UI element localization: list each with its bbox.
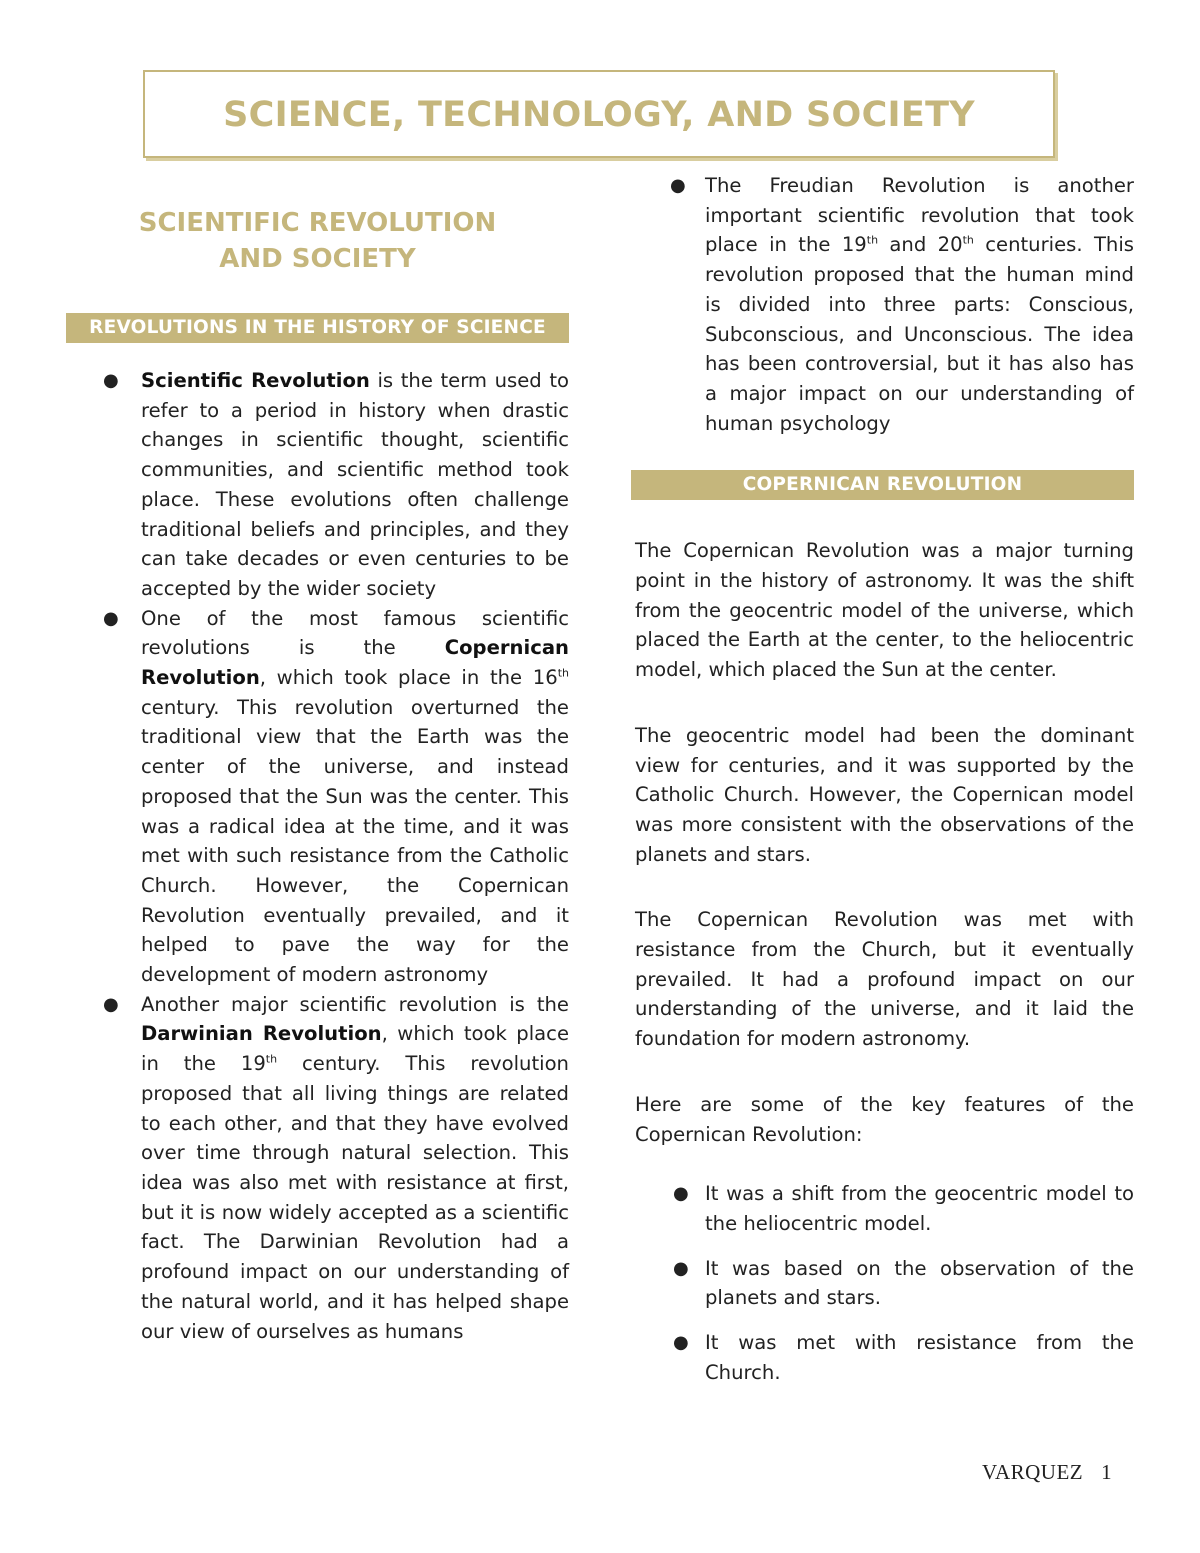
bullet-dot-icon: ● <box>670 175 686 196</box>
bullet-dot-icon: ● <box>673 1257 689 1279</box>
list-item-copernican <box>66 604 569 990</box>
section-banner-revolutions: REVOLUTIONS IN THE HISTORY OF SCIENCE <box>66 313 569 343</box>
right-column <box>631 171 1134 1403</box>
list-item-freudian <box>631 171 1134 438</box>
paragraph: The geocentric model had been the dominant view for centuries, and it was supported by the Catholic Church. However, the Copernican model was more consistent with the observations of the planets and stars. <box>635 723 1134 866</box>
bullet-dot-icon: ● <box>103 993 119 1015</box>
list-item-text: is the term used to refer to a period in history when drastic changes in scientific thought, scientific communities, and scientific method took place. These evolutions often challenge traditional beliefs and principles, and they can take decades or even centuries to be accepted by the wider society <box>141 369 569 600</box>
list-item-text: , which took place in the 19 <box>141 1022 569 1076</box>
ordinal-suffix: th <box>866 233 879 247</box>
section-banner-copernican: COPERNICAN REVOLUTION <box>631 470 1134 500</box>
list-item-text: , which took place in the 16 <box>259 666 558 690</box>
list-item-scientific-revolution <box>66 366 569 604</box>
features-list <box>631 1179 1134 1387</box>
list-item-text: Another major scientific revolution is the <box>141 992 569 1016</box>
term-scientific-revolution: Scientific Revolution <box>141 369 370 392</box>
freudian-list <box>631 171 1134 438</box>
list-item-text: centuries. This revolution proposed that the human mind is divided into three parts: Conscious, Subconscious, and Unconscious. The idea has been controversial, but it has also has a major impact on our understanding of human psychology <box>705 233 1134 435</box>
list-item-text: It was a shift from the geocentric model to the heliocentric model. <box>705 1182 1134 1235</box>
list-item-text: and 20 <box>878 233 963 257</box>
section-title: SCIENTIFIC REVOLUTION AND SOCIETY <box>138 208 497 274</box>
term-copernican-revolution: Copernican Revolution <box>141 636 569 690</box>
bullet-dot-icon: ● <box>673 1183 689 1205</box>
list-item-text: One of the most famous scientific revolutions is the <box>141 606 569 660</box>
ordinal-suffix: th <box>265 1052 278 1066</box>
title-box <box>143 70 1055 158</box>
paragraph: The Copernican Revolution was met with resistance from the Church, but it eventually prevailed. It had a profound impact on our understanding of the universe, and it laid the foundation for modern astronomy. <box>635 908 1134 1051</box>
list-item-text: century. This revolution proposed that all living things are related to each other, and that they have evolved over time through natural selection. This idea was also met with resistance at first, but it is now widely accepted as a scientific fact. The Darwinian Revolution had a profound impact on our understanding of the natural world, and it has helped shape our view of ourselves as humans <box>141 1052 569 1343</box>
list-item-feature <box>631 1179 1134 1238</box>
list-item-text: The Freudian Revolution is another important scientific revolution that took place in the 19 <box>705 174 1134 257</box>
list-item-feature <box>631 1328 1134 1387</box>
revolutions-list <box>66 366 569 1346</box>
footer-author: VARQUEZ <box>982 1460 1084 1484</box>
list-item-feature <box>631 1254 1134 1313</box>
left-column <box>66 205 569 1346</box>
ordinal-suffix: th <box>962 233 974 247</box>
page-number: 1 <box>1101 1460 1113 1484</box>
list-item-darwinian <box>66 990 569 1346</box>
term-darwinian-revolution: Darwinian Revolution <box>141 1022 382 1046</box>
bullet-dot-icon: ● <box>103 370 119 391</box>
paragraph: The Copernican Revolution was a major turning point in the history of astronomy. It was the shift from the geocentric model of the universe, which placed the Earth at the center, to the heliocentric model, which placed the Sun at the center. <box>635 539 1134 682</box>
bullet-dot-icon: ● <box>673 1332 689 1354</box>
list-item-text: It was met with resistance from the Church. <box>705 1331 1134 1384</box>
bullet-dot-icon: ● <box>103 607 119 629</box>
list-item-text: It was based on the observation of the planets and stars. <box>705 1256 1134 1310</box>
list-item-text: century. This revolution overturned the traditional view that the Earth was the center of the universe, and instead proposed that the Sun was the center. This was a radical idea at the time, and it was met with such resistance from the Catholic Church. However, the Copernican Revolution eventually prevailed, and it helped to pave the way for the development of modern astronomy <box>141 695 569 987</box>
ordinal-suffix: th <box>557 666 569 680</box>
page-footer <box>982 1460 1112 1485</box>
paragraph: Here are some of the key features of the Copernican Revolution: <box>635 1092 1134 1146</box>
document-title: SCIENCE, TECHNOLOGY, AND SOCIETY <box>223 95 975 135</box>
